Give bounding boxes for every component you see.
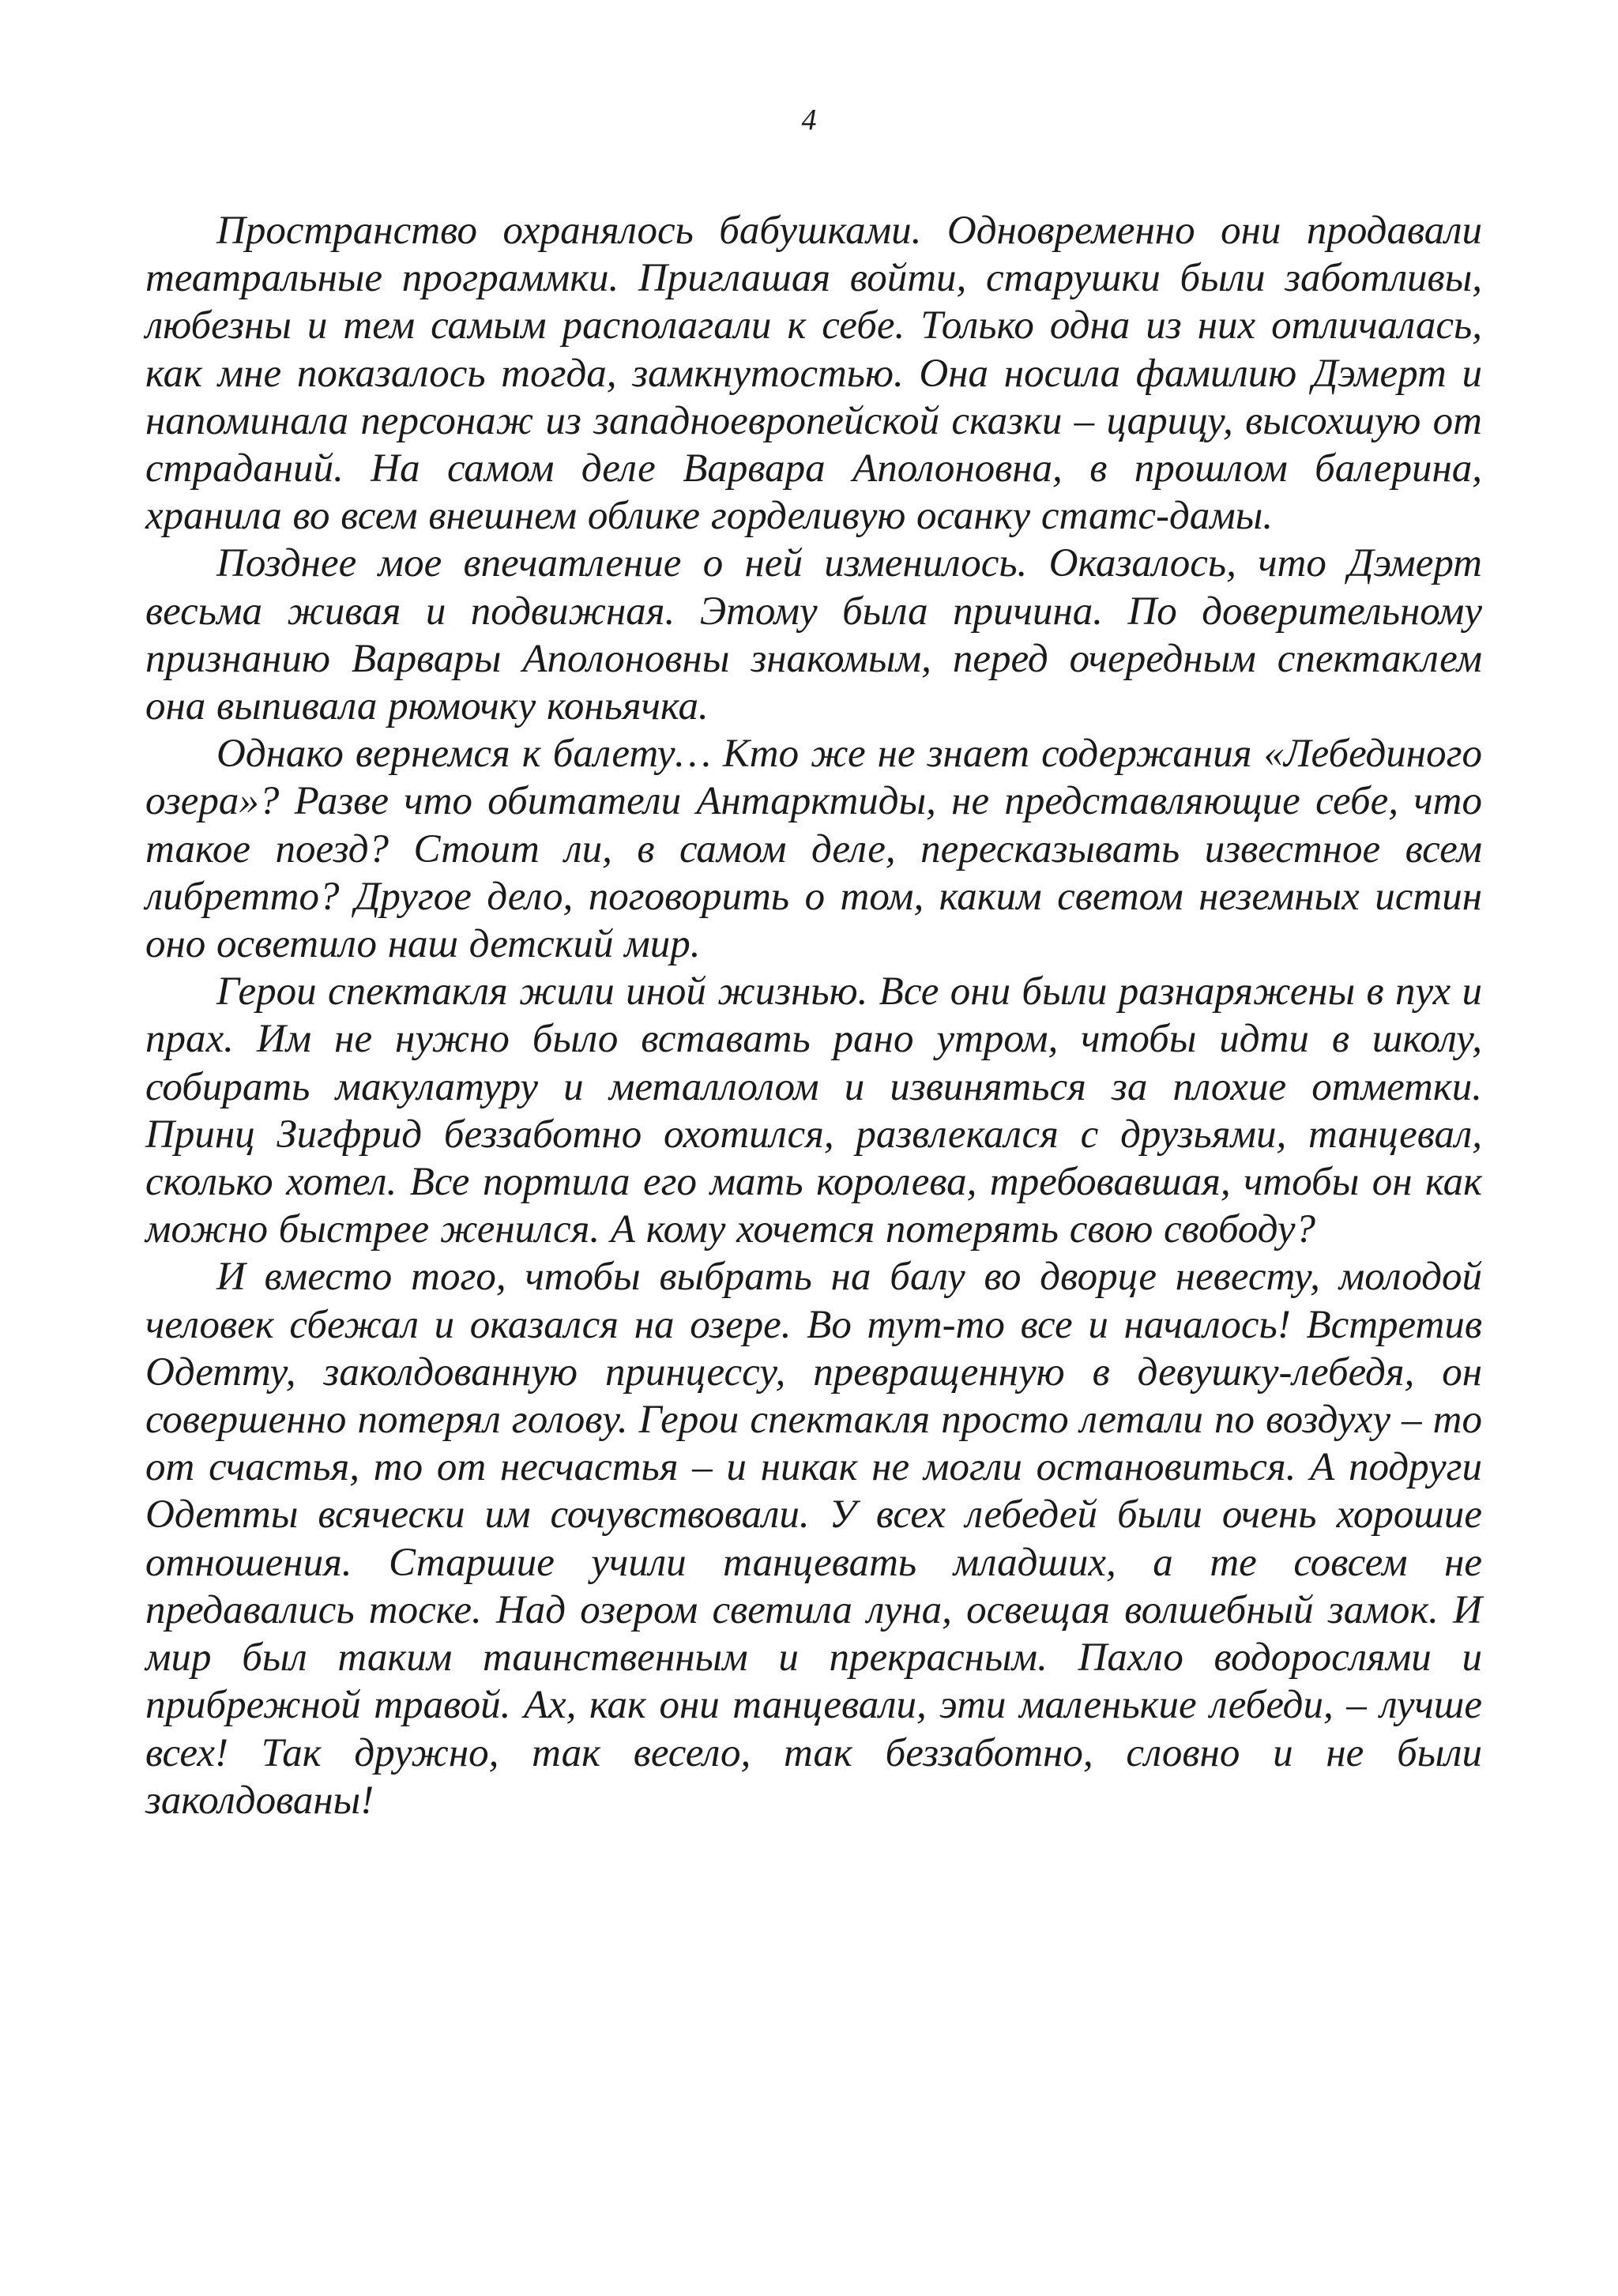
body-text — [145, 207, 1482, 1824]
paragraph-4: Герои спектакля жили иной жизнью. Все они были разнаряжены в пух и прах. Им не нужно было вставать рано утром, чтобы идти в школу, собирать макулатуру и металлолом и извиняться за плохие отметки. Принц Зигфрид беззаботно охотился, развлекался с друзьями, танцевал, сколько хотел. Все портила его мать королева, требовавшая, чтобы он как можно быстрее женился. А кому хочется потерять свою свободу? — [145, 969, 1482, 1252]
paragraph-2: Позднее мое впечатление о ней изменилось. Оказалось, что Дэмерт весьма живая и подвижная. Этому была причина. По доверительному признанию Варвары Аполоновны знакомым, перед очередным спектаклем она выпивала рюмочку коньячка. — [145, 541, 1482, 729]
page-number: 4 — [801, 104, 817, 137]
paragraph-5: И вместо того, чтобы выбрать на балу во дворце невесту, молодой человек сбежал и оказался на озере. Во тут-то все и началось! Встретив Одетту, заколдованную принцессу, превращенную в девушку-лебедя, он совершенно потерял голову. Герои спектакля просто летали по воздуху – то от счастья, то от несчастья – и никак не могли остановиться. А подруги Одетты всячески им сочувствовали. У всех лебедей были очень хорошие отношения. Старшие учили танцевать младших, а те совсем не предавались тоске. Над озером светила луна, освещая волшебный замок. И мир был таким таинственным и прекрасным. Пахло водорослями и прибрежной травой. Ах, как они танцевали, эти маленькие лебеди, – лучше всех! Так дружно, так весело, так беззаботно, словно и не были заколдованы! — [145, 1255, 1482, 1823]
paragraph-3: Однако вернемся к балету… Кто же не знает содержания «Лебединого озера»? Разве что обитатели Антарктиды, не представляющие себе, что такое поезд? Стоит ли, в самом деле, пересказывать известное всем либретто? Другое дело, поговорить о том, каким светом неземных истин оно осветило наш детский мир. — [145, 732, 1482, 967]
paragraph-1: Пространство охранялось бабушками. Одновременно они продавали театральные программки. Приглашая войти, старушки были заботливы, любезны и тем самым располагали к себе. Только одна из них отличалась, как мне показалось тогда, замкнутостью. Она носила фамилию Дэмерт и напоминала персонаж из западноевропейской сказки – царицу, высохшую от страданий. На самом деле Варвара Аполоновна, в прошлом балерина, хранила во всем внешнем облике горделивую осанку статс-дамы. — [145, 209, 1482, 539]
